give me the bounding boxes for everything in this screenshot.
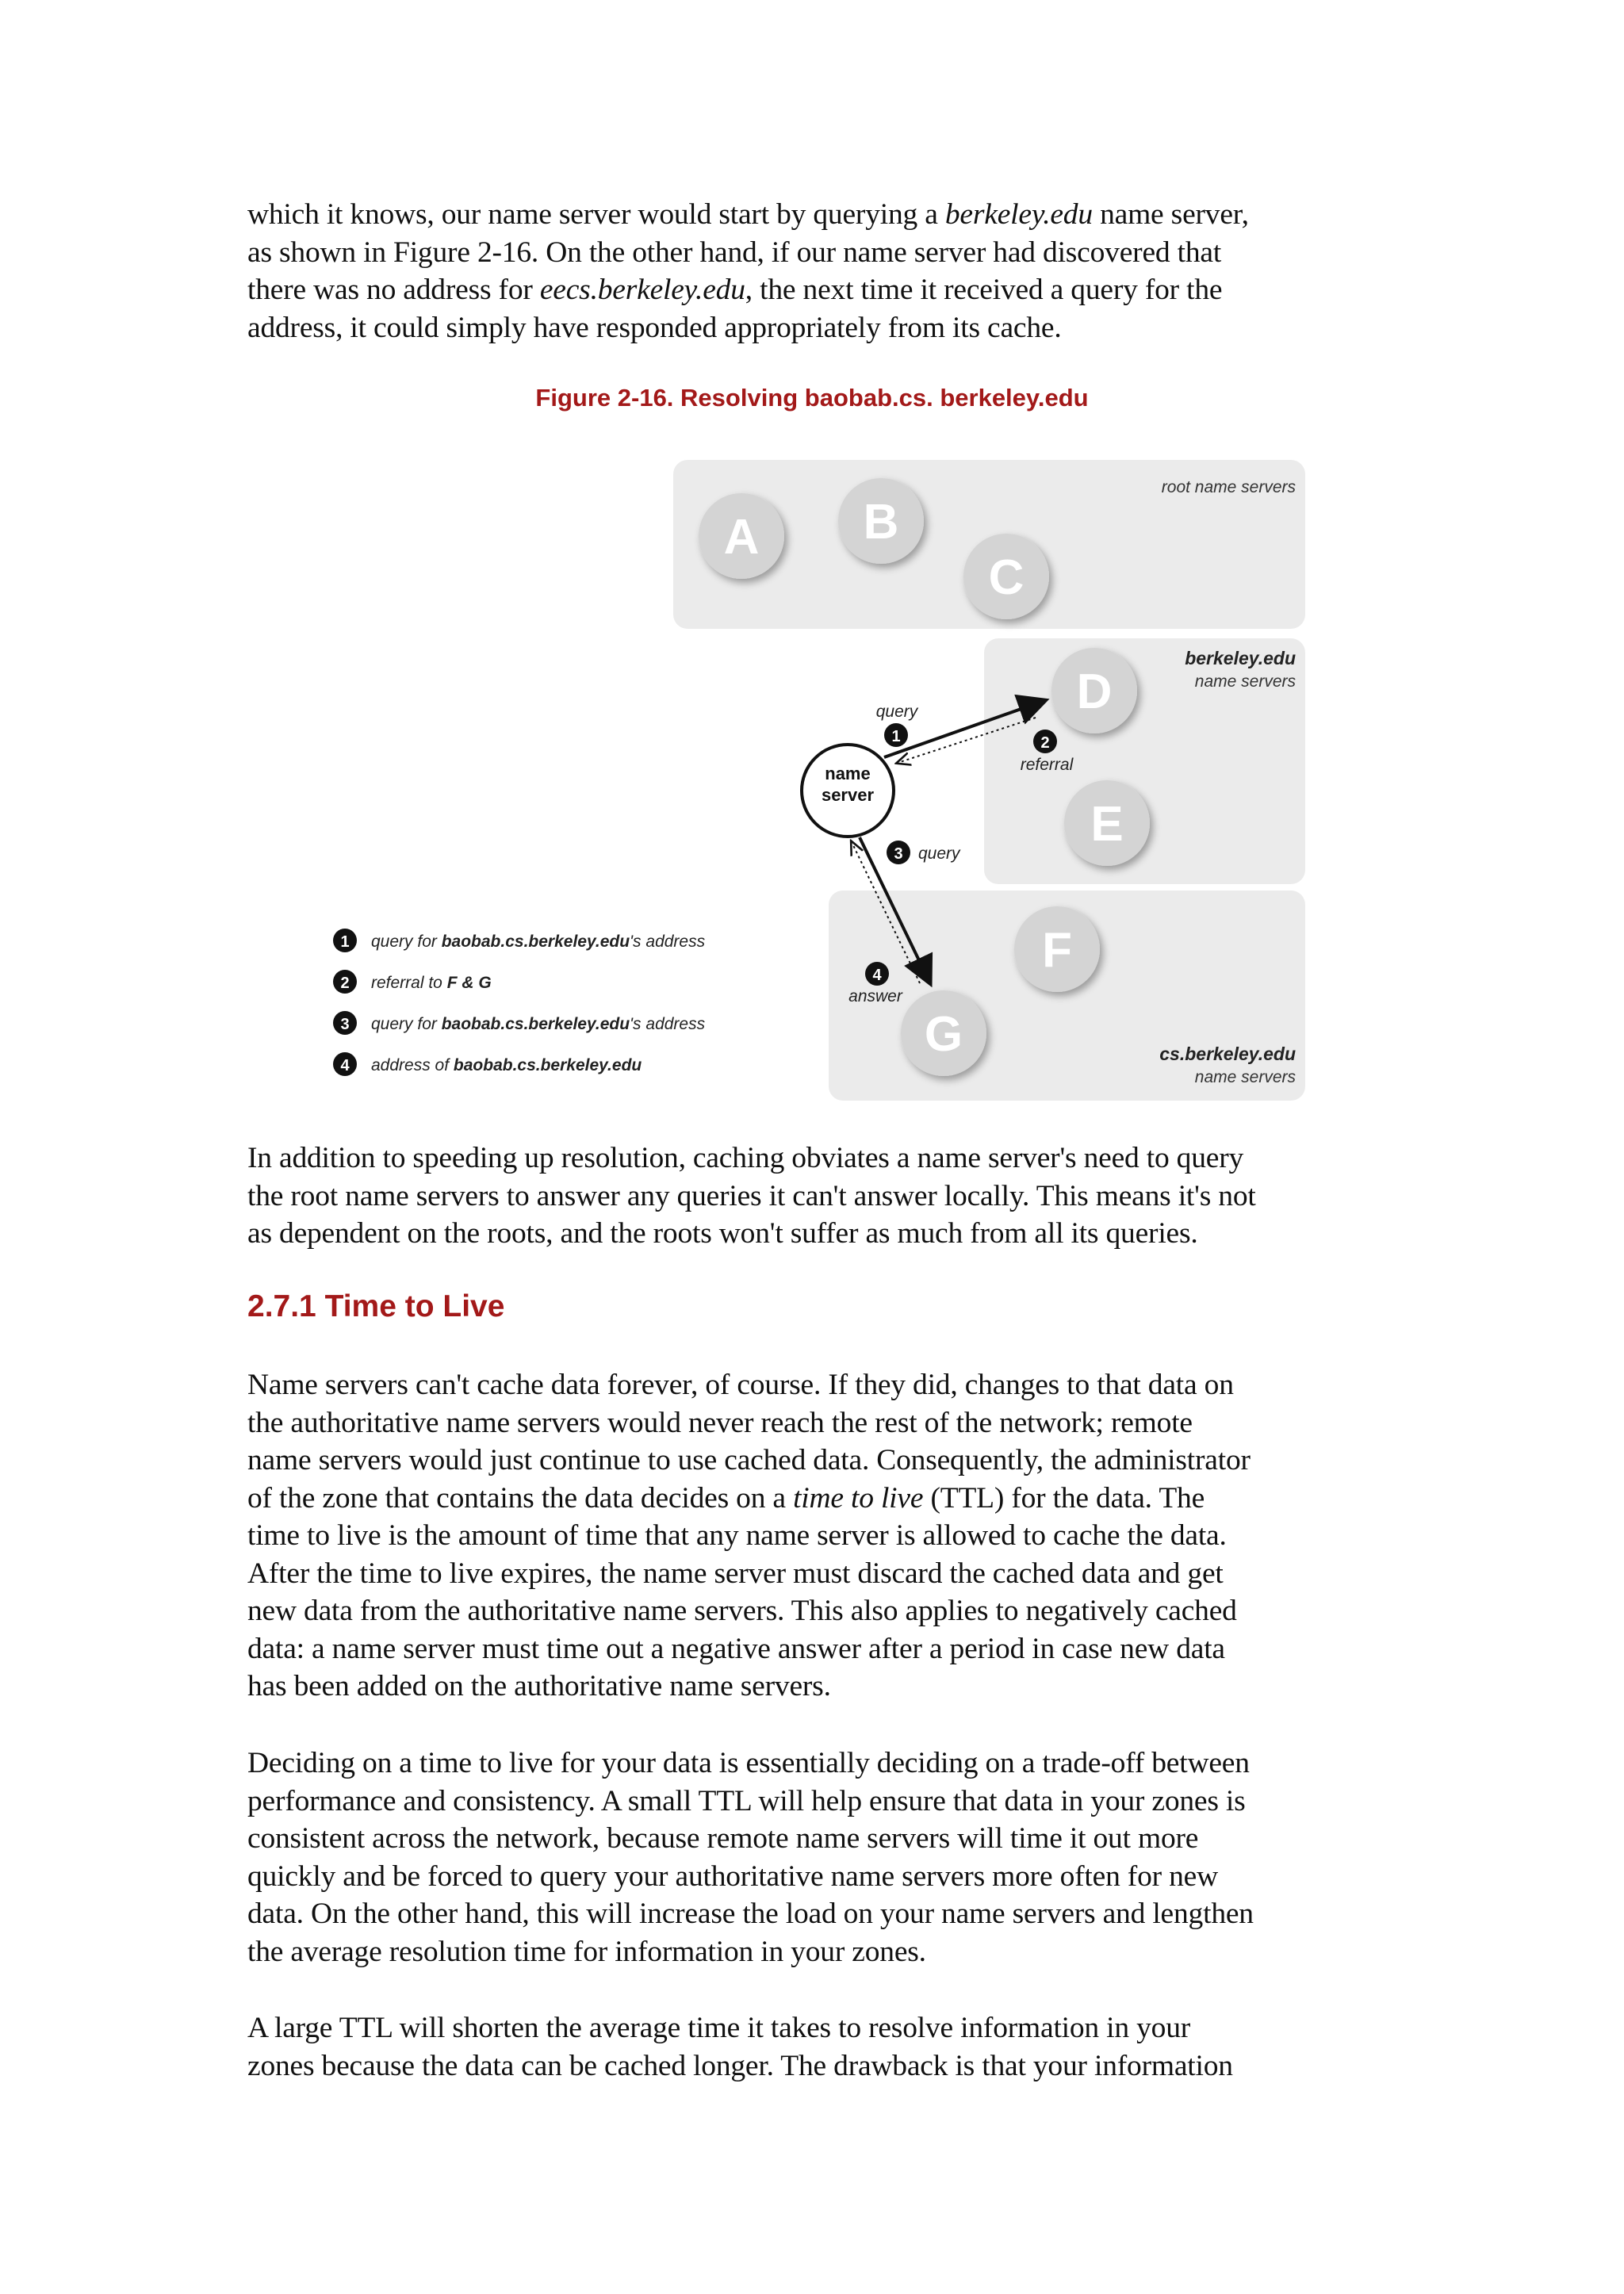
server-g-letter: G — [924, 1007, 963, 1062]
legend-item — [333, 1011, 706, 1035]
server-a-letter: A — [723, 510, 760, 565]
legend-number-4: 4 — [340, 1057, 350, 1074]
text-line: data: a name server must time out a negative answer after a period in case new data — [247, 1632, 1225, 1665]
text-line: consistent across the network, because remote name servers will time it out more — [247, 1822, 1199, 1855]
text-line: has been added on the authoritative name servers. — [247, 1670, 831, 1702]
step2-label: referral — [1020, 756, 1074, 774]
step4-label: answer — [848, 987, 902, 1005]
root-zone-label: root name servers — [1161, 478, 1296, 496]
domain-italic: berkeley.edu — [944, 198, 1093, 231]
figure-legend — [333, 929, 706, 1076]
large-ttl-paragraph — [247, 2009, 1358, 2085]
text-line: name servers would just continue to use cached data. Consequently, the administrator — [247, 1444, 1251, 1476]
text-line: of the zone that contains the data decides on a — [247, 1481, 794, 1515]
caching-paragraph — [247, 1139, 1358, 1253]
server-b-letter: B — [863, 495, 899, 550]
domain-italic: eecs.berkeley.edu — [539, 274, 745, 306]
section-heading: 2.7.1 Time to Live — [247, 1289, 505, 1323]
legend-number-2: 2 — [340, 975, 350, 992]
text-line: After the time to live expires, the name server must discard the cached data and get — [247, 1557, 1224, 1590]
step1-number: 1 — [891, 728, 901, 745]
step1-label: query — [875, 703, 918, 721]
legend-text-4: address of baobab.cs.berkeley.edu — [371, 1056, 642, 1074]
cs-zone-label: cs.berkeley.edu — [1159, 1044, 1296, 1064]
text-line: which it knows, our name server would start by querying a — [247, 198, 945, 231]
text-line: there was no address for — [247, 274, 540, 306]
server-e-letter: E — [1090, 797, 1124, 852]
text-line: In addition to speeding up resolution, caching obviates a name server's need to query — [247, 1142, 1244, 1174]
text-line: the average resolution time for information in your zones. — [247, 1935, 926, 1968]
tradeoff-paragraph — [247, 1744, 1358, 1970]
text-line: address, it could simply have responded appropriately from its cache. — [247, 311, 1062, 344]
name-server-label-1: name — [825, 764, 871, 783]
text-line: the authoritative name servers would never reach the rest of the network; remote — [247, 1406, 1193, 1439]
server-c-letter: C — [988, 550, 1025, 605]
step4-number: 4 — [872, 967, 882, 984]
text-line: quickly and be forced to query your authoritative name servers more often for new — [247, 1859, 1218, 1893]
text-line: data. On the other hand, this will increase the load on your name servers and lengthen — [247, 1898, 1254, 1930]
text-line: Name servers can't cache data forever, of course. If they did, changes to that data on — [247, 1369, 1234, 1401]
legend-text-3: query for baobab.cs.berkeley.edu's address — [371, 1015, 706, 1033]
text-line: A large TTL will shorten the average time it takes to resolve information in your — [247, 2012, 1191, 2044]
text-line: name server, — [1092, 198, 1249, 231]
step3-number: 3 — [894, 845, 903, 863]
text-line: , the next time it received a query for the — [745, 274, 1223, 306]
text-line: (TTL) for the data. The — [923, 1481, 1205, 1515]
text-line: new data from the authoritative name servers. This also applies to negatively cached — [247, 1595, 1237, 1627]
berkeley-zone-sublabel: name servers — [1194, 672, 1296, 691]
step3-label: query — [918, 844, 960, 863]
step2-number: 2 — [1040, 734, 1050, 752]
legend-text-1: query for baobab.cs.berkeley.edu's address — [371, 933, 706, 951]
ttl-paragraph — [247, 1366, 1358, 1706]
server-d-letter: D — [1076, 664, 1113, 719]
name-server-label-2: server — [821, 785, 875, 805]
text-line: as dependent on the roots, and the roots won't suffer as much from all its queries. — [247, 1217, 1198, 1250]
text-line: Deciding on a time to live for your data is essentially deciding on a trade-off between — [247, 1747, 1250, 1779]
text-line: the root name servers to answer any queries it can't answer locally. This means it's not — [247, 1179, 1256, 1212]
legend-item — [333, 929, 706, 952]
legend-item — [333, 970, 492, 994]
figure-caption: Figure 2-16. Resolving baobab.cs. berkeley.edu — [535, 384, 1089, 412]
legend-item — [333, 1052, 642, 1076]
server-f-letter: F — [1042, 923, 1072, 978]
text-line: time to live is the amount of time that any name server is allowed to cache the data. — [247, 1519, 1227, 1552]
legend-number-3: 3 — [340, 1016, 350, 1033]
legend-number-1: 1 — [340, 933, 350, 951]
legend-text-2: referral to F & G — [371, 974, 492, 992]
cs-zone-sublabel: name servers — [1194, 1068, 1296, 1086]
text-line: performance and consistency. A small TTL will help ensure that data in your zones is — [247, 1784, 1246, 1817]
dns-resolution-figure — [0, 0, 1624, 1110]
text-line: zones because the data can be cached longer. The drawback is that your information — [247, 2049, 1233, 2082]
term-italic: time to live — [793, 1481, 924, 1515]
text-line: as shown in Figure 2-16. On the other hand, if our name server had discovered that — [247, 236, 1222, 269]
berkeley-zone-label: berkeley.edu — [1185, 648, 1296, 668]
